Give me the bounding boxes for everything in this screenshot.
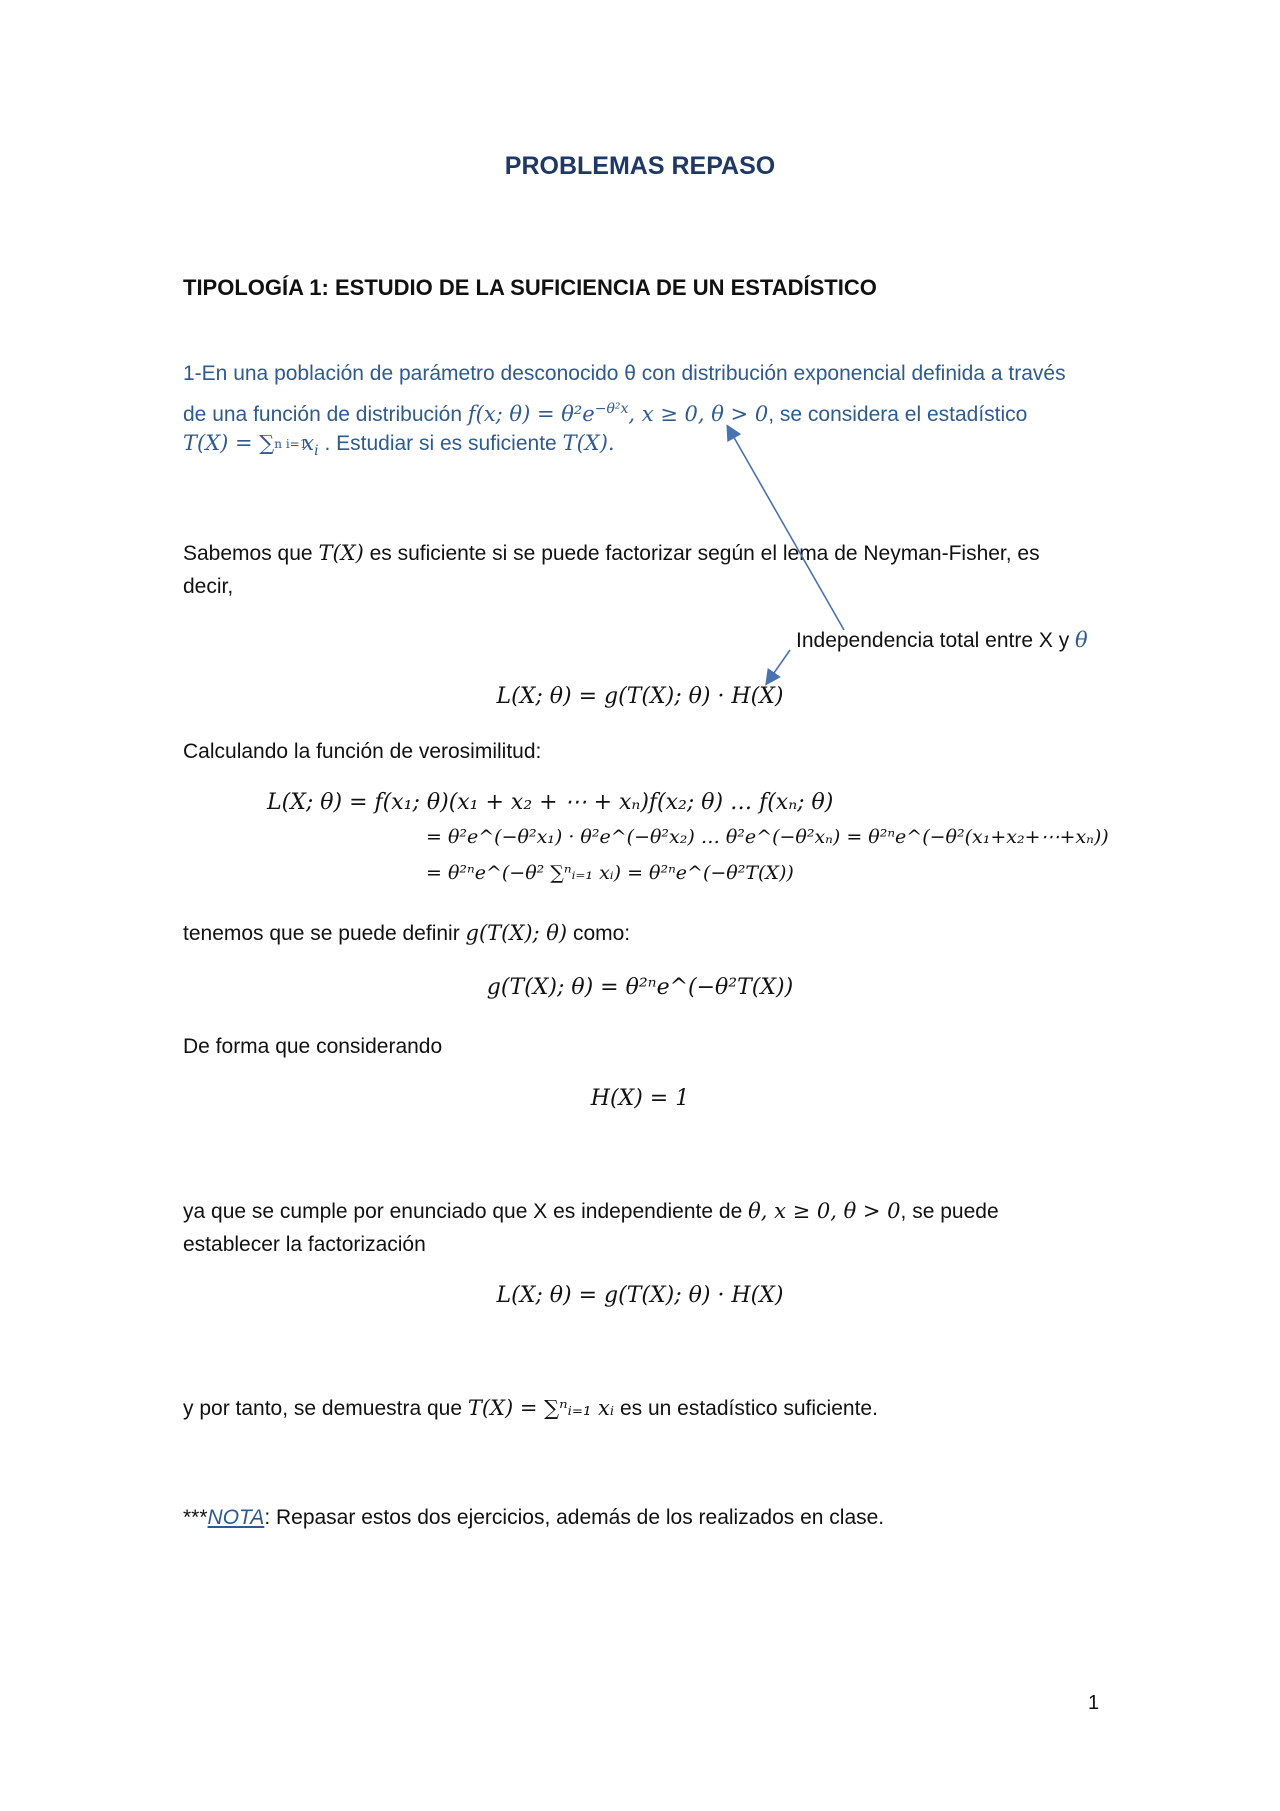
nota-text: : Repasar estos dos ejercicios, además de los realizados en clase.: [264, 1506, 885, 1529]
nota-paragraph: [183, 1501, 884, 1534]
para3-text-c: como:: [567, 922, 631, 945]
density-conditions: , x ≥ 0, θ > 0: [628, 402, 769, 426]
para1-text-a: Sabemos que: [183, 542, 319, 565]
sum-variable: x: [302, 431, 315, 455]
problem-line-3-text: . Estudiar si es suficiente: [318, 432, 563, 455]
nota-stars: ***: [183, 1506, 208, 1529]
statistic-formula: T(X) = ∑: [183, 431, 275, 455]
likelihood-line-1: L(X; θ) = f(x₁; θ)(x₁ + x₂ + ⋯ + xₙ)f(x₂; θ) … f(xₙ; θ): [267, 790, 834, 815]
nota-link[interactable]: NOTA: [207, 1506, 265, 1529]
sum-variable-index: i: [314, 443, 319, 460]
para6-text-a: y por tanto, se demuestra que: [183, 1397, 468, 1420]
likelihood-line-3: = θ²ⁿe^(−θ² ∑ⁿᵢ₌₁ xᵢ) = θ²ⁿe^(−θ²T(X)): [426, 862, 794, 884]
para1-text-c: es suficiente si se puede factorizar según el lema de Neyman-Fisher, es: [363, 542, 1040, 565]
problem-line-1: 1-En una población de parámetro desconocido θ con distribución exponencial definida a través: [183, 362, 1066, 385]
arrow-to-conditions: [728, 427, 844, 630]
arrow-to-factorization: [767, 650, 790, 683]
statistic-end: T(X).: [562, 431, 615, 455]
para1-line-2: decir,: [183, 575, 234, 598]
para5-text-c: , se puede: [900, 1200, 999, 1223]
page-title: PROBLEMAS REPASO: [504, 152, 776, 180]
paragraph-define-g: [183, 917, 630, 950]
sum-limits: n i=1: [274, 437, 308, 452]
para1-statistic: T(X): [318, 541, 364, 565]
paragraph-likelihood: Calculando la función de verosimilitud:: [183, 740, 542, 763]
page-number: 1: [1088, 1692, 1100, 1714]
paragraph-considering: De forma que considerando: [183, 1035, 443, 1058]
paragraph-conclusion: [183, 1392, 878, 1425]
section-heading: TIPOLOGÍA 1: ESTUDIO DE LA SUFICIENCIA DE UN ESTADÍSTICO: [183, 275, 877, 300]
paragraph-independence: [183, 1195, 999, 1228]
para5-text-a: ya que se cumple por enunciado que X es independiente de: [183, 1200, 749, 1223]
para5-conditions: θ, x ≥ 0, θ > 0: [748, 1199, 901, 1223]
annotation-theta: θ: [1075, 628, 1088, 652]
para5-line-2: establecer la factorización: [183, 1233, 426, 1256]
problem-line-2-text: de una función de distribución: [183, 403, 468, 426]
para6-statistic: T(X) = ∑ⁿᵢ₌₁ xᵢ: [467, 1396, 615, 1420]
factorization-equation-2: L(X; θ) = g(T(X); θ) · H(X): [496, 1283, 784, 1308]
problem-line-2-tail: , se considera el estadístico: [768, 403, 1028, 426]
h-equation: H(X) = 1: [590, 1086, 690, 1111]
para3-text-a: tenemos que se puede definir: [183, 922, 466, 945]
density-exponent: −θ²x: [594, 401, 629, 417]
likelihood-line-2: = θ²e^(−θ²x₁) · θ²e^(−θ²x₂) … θ²e^(−θ²xₙ) = θ²ⁿe^(−θ²(x₁+x₂+⋯+xₙ)): [426, 826, 1109, 848]
g-equation: g(T(X); θ) = θ²ⁿe^(−θ²T(X)): [486, 975, 794, 1000]
para6-text-c: es un estadístico suficiente.: [614, 1397, 878, 1420]
factorization-equation: L(X; θ) = g(T(X); θ) · H(X): [496, 684, 784, 709]
para3-g: g(T(X); θ): [465, 921, 568, 945]
density-formula: f(x; θ) = θ²e: [467, 402, 595, 426]
annotation-text: Independencia total entre X y: [796, 629, 1076, 652]
